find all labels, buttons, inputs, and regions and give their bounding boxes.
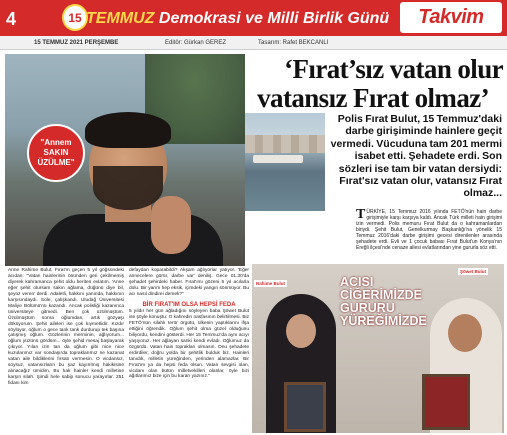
headline [185, 55, 503, 113]
page-meta-bar [0, 36, 507, 50]
inset-quote [340, 276, 432, 328]
harbor-photo [245, 113, 325, 211]
photo-frame-left [284, 382, 326, 432]
editor-credit: Editör: Gürkan GEREZ [165, 40, 227, 46]
photo-father-face [448, 314, 482, 352]
issue-date: 15 TEMMUZ 2021 PERŞEMBE [34, 40, 119, 46]
photo-hair [85, 112, 171, 148]
anniversary-text: Demokrasi ve Milli Birlik Günü [158, 10, 390, 27]
takvim-logo: Takvim [400, 2, 502, 33]
quote-bubble-line3: ÜZÜLME" [37, 158, 75, 167]
anniversary-badge: 15 [62, 4, 88, 31]
photo-hand [151, 196, 191, 254]
quote-bubble [27, 124, 85, 182]
spot-text: Polis Fırat Bulut, 15 Temmuz'daki darbe girişiminde hainlere geçit vermedi. Vücuduna tam 201 mermi isabet etti. Şehadete erdi. Son sözleri ise tam bir vatan dersiydi: Fırat'sız vatan olur, vatansız Fırat olmaz... [330, 113, 502, 200]
harbor-buildings [245, 135, 325, 153]
photo-frame-right [422, 374, 470, 430]
photo-beard [93, 166, 163, 210]
section-banner [0, 0, 507, 36]
headline-line1: ‘Fırat’sız vatan olur [284, 54, 503, 84]
inset-quote-line2: CİĞERİMİZDE [340, 288, 422, 302]
quote-bubble-line2: SAKIN [43, 148, 69, 157]
name-label-mother: Rahime Bulut [256, 281, 286, 286]
inset-quote-line3: GURURU [340, 301, 395, 315]
page-number: 4 [6, 9, 17, 29]
headline-line2: vatansız Fırat olmaz’ [257, 83, 489, 113]
anniversary-title [86, 10, 389, 28]
photo-mother-face [286, 314, 316, 348]
anniversary-prefix: TEMMUZ [86, 10, 155, 27]
body-column-2-bottom: 5 yıldır her gün ağladığını söyleyen baba Şöwet Bulut ise şöyle konuştu: O kahredin nasfasının belirtilmesi. Biz FETÖ'nün silahlı terör örgütü, ülkenin yaptıklarını ifşa ettiğini öğrendik. Oğlum şehit olma güzel olduğunu biliyordu, kendini gösterdi. Her 15 Temmuz'da aynı acıyı yaşıyoruz. Her ağlayan sanki kendi evladı. Oğlumuz da özgürdü. Vatan hain toprakları olmasın. Onu şehadete erdirdiler, doğru yolda bir şehitlik bulduk biz. Hainleri tanıdık, milletin yüreğinden, yerinden alamazlar. Bir Fırat'ım ya da hepsi feda olsun. Vatan sevgisi olan, vicdanı olan bütün milletvekilleri olanlar, öyle bizi ağıtlarımız bize için bu kararı yazınız." [129, 309, 249, 380]
drop-cap: T [356, 207, 366, 222]
inset-quote-line4: YÜREĞİMİZDE [340, 314, 427, 328]
lead-paragraph [356, 209, 502, 251]
lead-text: ÜRKİYE, 15 Temmuz 2016 yılında FETÖ'nün hain darbe girişimiyle karşı karşıya kaldı. Ancak Türk milleti hain girişimi izin vermedi. Polis memuru Fırat Bulut da o kahramanlardan biriydi. Şehit Bulut, Genelkurmay Başkanlığı'na yönelik 15 Temmuz 2016'daki darbe girişimi gecesi direnilenler arasında şehadete erdi. Evli ve 1 çocuk babası Fırat Bulut'un Konya'nın Ereğli ilçesi'nde cenaze ailesi evlatlarından yine gururla söz etti. [356, 209, 502, 251]
design-credit: Tasarım: Rafet BEKCANLI [258, 40, 329, 46]
subheading: BİR FIRAT'IM OLSA HEPSİ FEDA [142, 302, 236, 308]
body-column-2-top: defaydan koparabildi? Akşam ağlıyorlar yatıyor. 'Eğer annecelere görür, darbe var' deniliş. Gece 01.30'da şehadet şehirdeki haber. Fırat'ımı gözeni 5 yıl acılarla dolu. Bir yarım hep eksik, içimdeki yangın sönmüyor. Bu acı nasıl dindirei demek?" [129, 268, 249, 297]
harbor-boat [253, 155, 303, 163]
name-label-father: Şöwet Bulut [460, 269, 486, 274]
parents-photo [252, 264, 504, 433]
body-column-1: Anne Rahime Bulut, Fırat'ın geçen 5 yıl göğsündeki acıdan: "Vatan hainlerinin önünden geri çekilmemiş diyerek kahramanca şehit oldu beriten evlatım. 'Anne eğer şehit olursam sakın ağlama, düğünü diye bil, şeyoz veren' derdi. Adaletli, hakkını yanında, hakkının karşısındaydı. Sole, çalışkandı. Uludağ Üniversitesi Maliye Bölümü'nü kazandı. Ancak polisliği kazanınca üniversiteye gitmedi. Ben çok üzülmüştüm. Üzülmüştüm sonra oğlumdan, artık gözyaşı döküyorum. Şehit aileleri ise çok kıymetlidir. Kızdır söylüyor, oğlum o gece tank tank durdurup tek başına çatışmış oğlum. Gözlerinin merminin, ağlıyorum... oğlum yüzünü gördüm... öyle şehid mesaj başlayarak çıkıyor. Yılan izin tan da oğlum gibi nice nice kuzularımız var sondaşırda topraklarımız ne kazanat vatan aile bildiklerini fırsatı vermesin. O vicdansız, soysuz, vatansızların bu şaz kayırılmış hakikisine alınacağız ümidim. Bu hak hainler kendi milletine karşın silah. Şimdi hele sabip sonucu yarayırlar. 251 fidanı kim [8, 268, 124, 387]
inset-quote-line1: ACISI [340, 275, 374, 289]
quote-bubble-line1: "Annem [40, 138, 72, 147]
